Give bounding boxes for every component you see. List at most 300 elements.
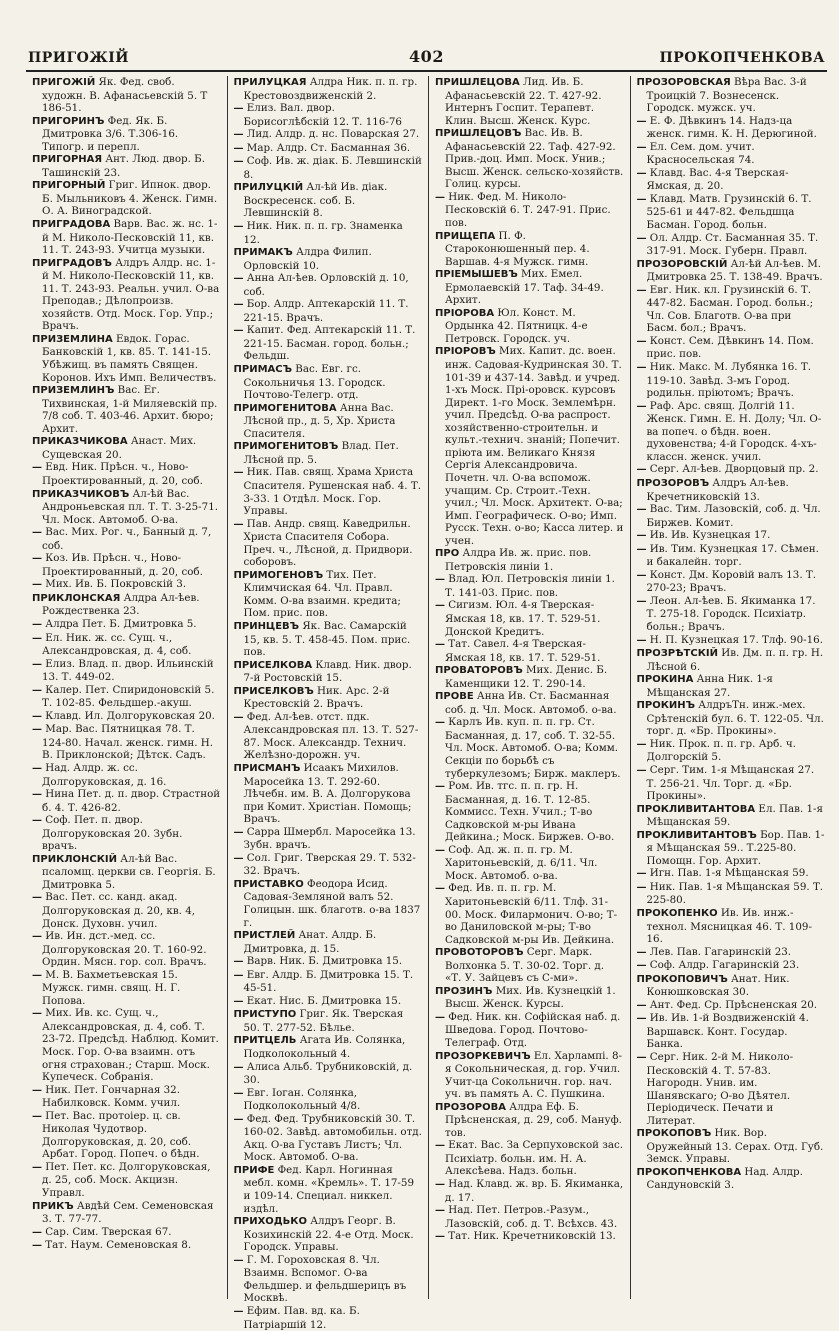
entry-surname: — [32,762,42,774]
directory-entry [637,764,826,803]
directory-entry [32,526,221,552]
entry-surname: ПРИЗЕМЛИНА [32,333,113,345]
entry-surname: — [636,1052,647,1064]
entry-details: Ром. Ив. тгс. п. п. гр. Н. Басманная, д. 16. Т. 12-85. Коммисс. Техн. Учил.; Т-во Садковской м-ры Ивана Дейкина.; Моск. Биржев. О-во. [445,780,615,844]
entry-details: Серг. Тим. 1-я Мѣщанская 27. Т. 256-21. Чл. Торг. д. «Бр. Прокины». [646,763,815,803]
entry-details: Елиз. Вал. двор. Борисоглѣбскій 12. Т. 116-76 [243,102,402,128]
entry-details: Ал-ѣй Ал-ѣев. М. Дмитровка 25. Т. 138-49. Врачъ. [646,257,823,284]
entry-details: Ив. Ив. инж.-технол. Мясницкая 46. Т. 109-16. [646,907,812,946]
directory-entry [234,762,423,826]
entry-details: Фед. Ал-ѣев. отст. пдк. Александровская пл. 13. Т. 527-87. Моск. Александр. Технич. Желѣзно-дорожн. уч. [243,710,419,762]
entry-surname: ПРИСМАНЪ [233,762,301,774]
entry-surname: ПРИФЕ [233,1164,275,1176]
entry-details: Вас. Евг. гс. Сокольничья 13. Городск. Почтово-Телегр. отд. [243,363,386,402]
entry-surname: ПРОКЛИВИТАНТОВЪ [636,829,757,841]
entry-details: Екат. Вас. За Серпуховской зас. Психіатр. больн. им. Н. А. Алексѣева. Надз. больн. [445,1139,624,1178]
entry-details: Над. Клавд. ж. вр. Б. Якиманка, д. 17. [445,1178,624,1204]
directory-entry [637,999,826,1013]
directory-entry [234,826,423,852]
entry-surname: ПРОКИНЪ [636,700,696,712]
entry-surname: ПРИГРАДОВЪ [32,257,112,269]
entry-surname: ПРИСЕЛКОВЪ [233,685,314,697]
directory-entry [32,1084,221,1110]
entry-details: Григ. Ипнок. двор. Б. Мыльниковъ 4. Женск. Гимн. О. А. Виноградской. [42,179,218,218]
directory-columns [26,76,831,1331]
directory-entry [637,1012,826,1051]
directory-entry [234,685,423,711]
entry-surname: ПРИСТАВКО [233,878,304,890]
directory-entry [32,552,221,578]
directory-entry [637,647,826,673]
entry-details: Алдръ Георг. В. Козихинскій 22. 4-е Отд. Моск. Городск. Управы. [243,1215,414,1254]
directory-entry [234,659,423,685]
directory-entry [637,141,826,167]
page-number: 402 [409,47,444,66]
directory-entry [435,307,624,346]
page-header [28,42,825,66]
entry-details: Ник. Арс. 2-й Крестовскій 2. Врачъ. [243,684,390,711]
entry-surname: — [233,273,244,285]
entry-details: Авдѣй Сем. Семеновская 3. Т. 77-77. [42,1199,214,1226]
entry-surname: — [233,1254,244,1266]
entry-details: Мих. Капит. дс. воен. инж. Садовая-Кудринская 30. Т. 101-39 и 437-14. Завѣд. и учред. 1-хъ Моск. Прі-оровск. курсовъ Директ. 1-го Моск. Землемѣрн. учил. Предсѣд. О-ва распрост. хозяйственно-строительн. и культ.-технич. знаній; Попечит. пріюта им. Великаго Князя Сергія Александровича. Почетн. чл. О-ва вспомож. учащим. Ср. Строит.-Техн. учил.; Чл. Моск. Архитект. О-ва; Имп. Географическ. О-во; Имп. Русск. Техн. о-во; Касса литер. и учен. [445,345,624,547]
entry-details: Вас. Мих. Рог. ч., Банный д. 7, соб. [42,526,212,552]
entry-details: Варв. Ник. Б. Дмитровка 15. [243,955,403,968]
entry-details: Сар. Сим. Тверская 67. [42,1225,172,1238]
directory-entry [637,335,826,361]
directory-entry [234,155,423,181]
entry-surname: — [32,710,42,722]
column-4 [631,76,832,1299]
directory-entry [234,1164,423,1215]
entry-details: Ив. Тим. Кузнецкая 17. Сѣмен. и бакалейн. торг. [646,542,819,569]
directory-entry [435,1204,624,1230]
entry-surname: — [32,1161,42,1173]
directory-entry [637,959,826,973]
entry-surname: ПРОЗИНЪ [435,985,493,997]
entry-surname: — [636,167,647,179]
entry-details: Анна Ник. 1-я Мѣщанская 27. [646,673,773,699]
entry-details: Ник. Ник. п. п. гр. Знаменка 12. [243,220,403,246]
entry-surname: — [636,634,647,646]
directory-entry [637,503,826,529]
directory-entry [32,153,221,179]
entry-details: Клавд. Ник. двор. 7-й Ростовскій 15. [243,658,412,685]
entry-surname: — [636,115,647,127]
directory-entry [32,488,221,527]
entry-surname: — [233,956,244,968]
entry-surname: — [636,232,647,244]
directory-entry [234,76,423,102]
directory-entry [234,102,423,128]
entry-surname: — [233,325,244,337]
entry-surname: ПРОКОПЕНКО [636,908,718,919]
entry-surname: ПРИГРАДОВА [32,219,111,231]
entry-surname: ПРИЛУЦКІЙ [233,182,304,194]
entry-details: Карлъ Ив. куп. п. п. гр. Ст. Басманная, д. 17, соб. Т. 32-55. Чл. Моск. Автомоб. О-ва; Комм. Секціи по борьбѣ съ туберкулезомъ; Бирж. маклеръ. [445,716,621,780]
directory-entry [435,599,624,638]
entry-surname: ПРИКЛОНСКАЯ [32,592,121,604]
entry-details: Евг. Алдр. Б. Дмитровка 15. Т. 45-51. [243,968,414,995]
entry-details: Анна Вас. Лѣсной пр., д. 5, Хр. Христа Спасителя. [243,401,396,440]
directory-entry [32,762,221,788]
directory-entry [234,1087,423,1113]
directory-entry [32,592,221,618]
directory-entry [32,891,221,930]
entry-surname: ПРОЗОРОВСКІЙ [636,258,728,270]
entry-details: Анат. Ник. Конюшковская 30. [646,972,790,999]
entry-surname: — [32,553,42,565]
entry-details: Мих. Ив. Б. Покровскій 3. [42,578,187,591]
entry-surname: — [636,946,647,958]
directory-entry [32,76,221,115]
directory-entry [435,1011,624,1050]
entry-surname: — [636,400,647,412]
entry-surname: — [435,1205,445,1217]
entry-details: Феодора Исид. Садовая-Земляной валъ 52. Голицын. шк. благотв. о-ва 1837 г. [243,877,421,929]
entry-details: Алдра Ал-ѣев. Рождественка 23. [42,591,200,618]
entry-surname: ПРИШЛЕЦОВА [435,77,520,88]
directory-entry [637,258,826,284]
entry-surname: — [636,569,647,581]
directory-entry [435,191,624,230]
entry-surname: — [32,632,42,644]
entry-details: Фед. Ив. п. п. гр. М. Харитоньевскій 6/11. Тлф. 31-00. Моск. Филармонич. О-во; Т-во Даниловской м-ры; Т-во Садковской м-ры Ив. Дейкина. [445,882,618,946]
entry-details: Серг. Ник. 2-й М. Николо-Песковскій 4. Т. 57-83. Нагородн. Унив. им. Шанявскаго; О-во Дѣятел. Періодическ. Печати и Литерат. [646,1051,794,1127]
entry-surname: ПРИГОЖІЙ [32,77,96,88]
directory-entry [234,298,423,324]
entry-details: Соф. Ив. ж. діак. Б. Левшинскій 8. [243,155,422,181]
entry-details: Тих. Пет. Климчиская 64. Чл. Правл. Комм. О-ва взаимн. кредита; Пом. прис. пов. [243,568,401,620]
directory-entry [637,803,826,829]
entry-details: Фед. Ник. кн. Софійская наб. д. Шведова. Город. Почтово-Телеграф. Отд. [445,1010,621,1050]
directory-entry [32,115,221,154]
entry-surname: — [636,464,647,476]
entry-details: Ив. Дм. п. п. гр. Н. Лѣсной 6. [646,647,824,673]
directory-entry [234,128,423,142]
entry-details: Соф. Ад. ж. п. п. гр. М. Харитоньевскій, д. 6/11. Чл. Моск. Автомоб. о-ва. [445,843,598,882]
directory-entry [234,181,423,220]
directory-entry [32,578,221,592]
entry-details: Вас. Пет. сс. канд. акад. Долгоруковская д. 20, кв. 4, Донск. Духовн. учил. [42,891,196,930]
directory-entry [234,1008,423,1034]
entry-surname: — [636,999,647,1011]
entry-details: Ник. Пав. свящ. Храма Христа Спасителя. Рушенская наб. 4. Т. 3-33. 1 Отдѣл. Моск. Гор. Управы. [243,466,421,518]
entry-details: Григ. Як. Тверская 50. Т. 277-52. Бѣлье. [243,1008,404,1034]
entry-surname: — [32,579,42,591]
entry-surname: — [32,1110,42,1122]
entry-details: Бор. Алдр. Аптекарскій 11. Т. 221-15. Врачъ. [243,298,409,324]
running-head-left: ПРИГОЖІЙ [28,50,129,66]
entry-details: Тат. Савел. 4-я Тверская-Ямская 18, кв. 17. Т. 529-51. [445,638,601,664]
entry-surname: — [32,618,42,630]
entry-details: Лид. Ив. Б. Афанасьевскій 22. Т. 427-92. Интернъ Госпит. Терапевт. Клин. Высш. Женск. Курс. [445,76,602,127]
entry-details: Анат. Алдр. Б. Дмитровка, д. 15. [243,929,377,955]
entry-surname: — [233,711,244,723]
directory-entry [637,477,826,503]
directory-entry [32,684,221,710]
entry-surname: — [636,595,647,607]
directory-entry [637,115,826,141]
directory-entry [637,699,826,738]
directory-entry [637,76,826,115]
entry-surname: — [435,1231,445,1243]
directory-entry [435,547,624,573]
entry-details: Евг. Ник. кл. Грузинскій 6. Т. 447-82. Басман. Город. больн.; Чл. Сов. Благотв. О-ва при Басм. бол.; Врачъ. [646,283,814,335]
entry-surname: — [636,193,647,205]
entry-details: Лид. Алдр. д. нс. Поварская 27. [243,128,420,141]
entry-surname: — [435,639,445,651]
entry-details: Евд. Ник. Прѣсн. ч., Ново-Проектированный, д. 20, соб. [42,461,203,487]
entry-details: Е. Ф. Дѣвкинъ 14. Надз-ца женск. гимн. К. Н. Дерюгиной. [646,114,817,141]
directory-entry [234,466,423,517]
entry-surname: ПРИНЦЕВЪ [233,620,300,632]
directory-entry [637,400,826,464]
entry-details: Алдръ Ал-ѣев. Кречетниковскій 13. [646,476,789,503]
entry-details: Фед. Фед. Трубниковскій 30. Т. 160-02. Завѣд. автомобильн. отд. Акц. О-ва Густавъ Листъ; Чл. Моск. Автомоб. О-ва. [243,1112,422,1164]
entry-details: Вас. Тим. Лазовскій, соб. д. Чл. Биржев. Комит. [646,503,821,529]
directory-entry [637,284,826,335]
entry-details: Елиз. Влад. п. двор. Ильинскій 13. Т. 449-02. [42,657,214,684]
directory-entry [32,618,221,632]
directory-entry [32,814,221,853]
entry-surname: ПРИТЦЕЛЬ [233,1035,297,1047]
directory-entry [637,946,826,960]
entry-surname: ПРОКИНА [636,674,694,686]
entry-details: Конст. Дм. Коровій валъ 13. Т. 270-23; Врачъ. [646,568,817,595]
entry-details: Калер. Пет. Спиридоновскій 5. Т. 102-85. Фельдшер.-акуш. [42,683,215,710]
entry-surname: — [233,299,244,311]
directory-entry [637,463,826,477]
directory-entry [234,142,423,156]
entry-surname: — [233,103,244,115]
entry-surname: — [32,724,42,736]
entry-details: Мих. Денис. Б. Каменщики 12. Т. 290-14. [445,664,608,690]
entry-details: Раф. Арс. свящ. Долгій 11. Женск. Гимн. Е. Н. Долу; Чл. О-ва попеч. о бѣдн. воен. духовенства; 4-й Городск. 4-хъ-классн. женск. учил. [646,399,822,463]
entry-surname: ПРОВЕ [435,691,474,703]
entry-surname: — [233,129,244,141]
entry-details: Варв. Вас. ж. нс. 1-й М. Николо-Песковскій 11, кв. 11. Т. 243-93. Учитца музыки. [42,218,218,257]
entry-surname: — [435,717,445,729]
directory-entry [234,1034,423,1060]
entry-surname: ПРИСЕЛКОВА [233,659,313,671]
entry-details: Мар. Алдр. Ст. Басманная 36. [243,141,411,154]
entry-surname: ПРИСТУПО [233,1009,297,1021]
entry-details: Сарра Шмербл. Маросейка 13. Зубн. врачъ. [243,825,416,852]
entry-surname: — [233,826,244,838]
entry-surname: ПРИКАЗЧИКОВА [32,436,128,448]
directory-entry [234,363,423,402]
directory-entry [435,1101,624,1140]
directory-entry [435,1178,624,1204]
entry-details: Леон. Ал-ѣев. Б. Якиманка 17. Т. 275-18. Городск. Психіатр. больн.; Врачъ. [646,594,816,633]
entry-details: Ел. Харлампі. 8-я Сокольническая, д. гор. Учил. Учит-ца Сокольничн. гор. нач. уч. въ память А. С. Пушкина. [445,1049,622,1101]
entry-details: Алиса Альб. Трубниковскій, д. 30. [243,1060,413,1087]
directory-entry [637,881,826,907]
entry-details: Фед. Карл. Ногинная мебл. комн. «Кремль». Т. 17-59 и 109-14. Специал. никкел. издѣл. [243,1163,414,1215]
entry-surname: — [32,815,42,827]
entry-surname: ПРОКОПЧЕНКОВА [636,1166,742,1178]
directory-entry [234,518,423,569]
running-head-right: ПРОКОПЧЕНКОВА [659,50,825,66]
entry-surname: — [636,362,647,374]
directory-entry [234,969,423,995]
directory-entry [32,1239,221,1253]
directory-entry [234,1305,423,1331]
entry-details: Ал-ѣй Ив. діак. Воскресенск. соб. Б. Левшинскій 8. [243,181,388,220]
entry-details: Як. Вас. Самарскій 15, кв. 5. Т. 458-45. Пом. прис. пов. [243,619,411,659]
entry-details: Исаакъ Михилов. Маросейка 13. Т. 292-60. Лѣчебн. им. В. А. Долгорукова при Комит. Христіан. Помощь; Врачъ. [243,761,412,826]
directory-entry [32,710,221,724]
entry-surname: — [636,764,647,776]
directory-entry [234,955,423,969]
entry-details: Ник. Прок. п. п. гр. Арб. ч. Долгорскій 5. [646,737,796,764]
entry-surname: ПРИМОГЕНИТОВА [233,402,337,414]
entry-details: Ив. Ин. дст.-мед. сс. Долгоруковская 20. Т. 160-92. Ордин. Мясн. гор. сол. Врачъ. [42,930,207,969]
entry-surname: — [233,467,244,479]
entry-surname: — [32,684,42,696]
entry-details: Алдръ Алдр. нс. 1-й М. Николо-Песковскій 11, кв. 11. Т. 243-93. Реальн. учил. О-ва Преподав.; Дѣлопроизв. хозяйств. Отд. Моск. Гор. Упр.; Врачъ. [42,256,220,333]
directory-entry [435,230,624,269]
entry-surname: — [435,781,445,793]
directory-entry [435,573,624,599]
entry-surname: ПРОКЛИВИТАНТОВА [636,803,756,815]
directory-entry [32,1226,221,1240]
entry-surname: ПРОКОПОВИЧЪ [636,973,728,985]
entry-details: П. Ф. Староконюшенный пер. 4. Варшав. 4-я Мужск. гимн. [445,229,590,268]
entry-surname: ПРИГОРНЫЙ [32,180,106,192]
entry-details: Як. Фед. своб. художн. В. Афанасьевскій 5. Т 186-51. [42,76,208,115]
directory-entry [234,852,423,878]
entry-details: Пав. Андр. свящ. Каведрильн. Христа Спасителя Собора. Преч. ч., Лѣсной, д. Придвори. соборовъ. [243,517,413,569]
entry-surname: — [636,960,647,972]
directory-entry [435,664,624,690]
directory-entry [637,973,826,999]
directory-entry [637,867,826,881]
entry-details: Юл. Конст. М. Ордынка 42. Пятницк. 4-е Петровск. Городск. уч. [445,306,588,345]
directory-entry [32,1200,221,1226]
entry-surname: — [636,284,647,296]
entry-surname: — [32,1240,42,1252]
entry-details: Бор. Пав. 1-я Мѣщанская 59.. Т.225-80. Помощн. Гор. Архит. [646,828,825,867]
entry-surname: — [32,462,42,474]
directory-entry [637,738,826,764]
entry-surname: ПРИКАЗЧИКОВЪ [32,488,130,500]
entry-surname: — [435,883,445,895]
entry-details: Алдра Ив. ж. прис. пов. Петровскія линіи 1. [445,547,592,573]
directory-entry [435,780,624,844]
entry-surname: — [32,1084,42,1096]
entry-surname: — [233,1061,244,1073]
entry-surname: — [435,1011,445,1023]
entry-surname: ПРОЗОРКЕВИЧЪ [435,1050,531,1062]
directory-entry [637,529,826,543]
entry-details: Алдра Филип. Орловскій 10. [243,246,372,272]
directory-entry [234,1061,423,1087]
entry-surname: ПРОВАТОРОВЪ [435,665,523,677]
entry-surname: — [233,518,244,530]
entry-details: Тат. Наум. Семеновская 8. [42,1239,192,1252]
entry-surname: ПРОВОТОРОВЪ [435,947,524,959]
entry-surname: — [233,852,244,864]
entry-surname: — [32,789,42,801]
entry-surname: — [233,156,244,168]
entry-details: Ел. Сем. дом. учит. Красносельская 74. [646,140,755,167]
entry-details: Мих. Ив. Кузнецкій 1. Высш. Женск. Курсы. [445,984,616,1011]
entry-surname: — [636,738,647,750]
directory-entry [32,632,221,658]
directory-entry [637,1051,826,1127]
entry-surname: ПРИСТЛЕЙ [233,930,296,942]
entry-details: Ник. Макс. М. Лубянка 16. Т. 119-10. Завѣд. 3-мъ Город. родильн. пріютомъ; Врачъ. [646,361,811,400]
entry-details: Ник. Пав. 1-я Мѣщанская 59. Т. 225-80. [646,880,824,907]
entry-surname: — [636,543,647,555]
entry-details: Вас. Ег. Тихвинская, 1-й Миляевскій пр. 7/8 соб. Т. 403-46. Архит. бюро; Архит. [42,384,218,435]
entry-details: Мар. Вас. Пятницкая 78. Т. 124-80. Начал. женск. гимн. Н. В. Приклонской; Дѣтск. Садъ. [42,723,214,762]
directory-entry [32,384,221,435]
entry-details: Ник. Пет. Гончарная 32. Набилковск. Комм. учил. [42,1083,181,1110]
directory-entry [32,1007,221,1083]
entry-details: Вас. Ив. В. Афанасьевскій 22. Таф. 427-92. Прив.-доц. Имп. Моск. Унив.; Высш. Женск. сельско-хозяйств. Голиц. курсы. [445,127,624,191]
entry-details: Соф. Пет. п. двор. Долгоруковская 20. Зубн. врачъ. [42,814,183,853]
entry-details: Алдра Пет. Б. Дмитровка 5. [42,617,197,630]
entry-details: Конст. Сем. Дѣвкинъ 14. Пом. прис. пов. [646,334,814,361]
entry-details: Мих. Емел. Ермолаевскій 17. Таф. 34-49. Архит. [445,268,604,307]
entry-surname: — [32,931,42,943]
entry-details: Анаст. Мих. Сущевская 20. [42,435,197,461]
directory-entry [32,333,221,384]
entry-details: Мих. Ив. кс. Сущ. ч., Александровская, д. 4, соб. Т. 23-72. Предсѣд. Наблюд. Комит. Моск. Гор. О-ва взаимн. отъ огня страхован.; Старш. Моск. Купеческ. Собранія. [42,1007,219,1084]
entry-surname: ПРІОРОВА [435,307,495,319]
entry-surname: — [636,141,647,153]
entry-details: Алдра Еф. Б. Прѣсненская, д. 29, соб. Мануф. тов. [445,1100,622,1139]
entry-details: Ол. Алдр. Ст. Басманная 35. Т. 317-91. Моск. Губерн. Правл. [646,231,819,258]
entry-details: Ив. Ив. Кузнецкая 17. [646,529,771,542]
directory-entry [32,435,221,461]
directory-entry [435,716,624,780]
entry-surname: ПРИХОДЬКО [233,1216,307,1228]
entry-details: Анна Ал-ѣев. Орловскій д. 10, соб. [243,272,409,298]
entry-details: Игн. Пав. 1-я Мѣщанская 59. [646,867,809,880]
entry-surname: — [233,142,244,154]
entry-details: Алдра Ник. п. п. гр. Крестовоздвиженскій 2. [243,76,418,102]
entry-surname: — [636,504,647,516]
entry-surname: ПРИКЪ [32,1200,74,1212]
entry-surname: ПРИМАСЪ [233,364,292,376]
directory-entry [637,361,826,400]
entry-details: Н. П. Кузнецкая 17. Тлф. 90-16. [646,633,824,646]
directory-entry [32,179,221,218]
entry-surname: — [435,574,445,586]
entry-surname: ПРИЗЕМЛИНЪ [32,385,115,397]
entry-details: Евдок. Горас. Банковскій 1, кв. 85. Т. 141-15. Убѣжищ. въ память Священ. Коронов. Ихъ Имп. Величествъ. [42,332,217,384]
entry-surname: ПРИЛУЦКАЯ [233,77,307,88]
entry-surname: — [435,844,445,856]
directory-entry [637,1127,826,1166]
entry-details: Коз. Ив. Прѣсн. ч., Ново-Проектированный, д. 20, соб. [42,552,203,578]
directory-entry [32,461,221,487]
entry-surname: — [636,881,647,893]
entry-details: АлдръТн. инж.-мех. Срѣтенскій бул. 6. Т. 122-05. Чл. торг. д. «Бр. Прокины». [646,699,824,738]
directory-entry [435,1139,624,1178]
entry-surname: — [32,1226,42,1238]
entry-details: Ел. Ник. ж. сс. Сущ. ч., Александровская, д. 4, соб. [42,631,192,658]
entry-surname: ПРОКОПОВЪ [636,1128,712,1140]
directory-entry [234,402,423,441]
directory-entry [637,595,826,634]
entry-surname: — [32,527,42,539]
directory-entry [32,1110,221,1161]
